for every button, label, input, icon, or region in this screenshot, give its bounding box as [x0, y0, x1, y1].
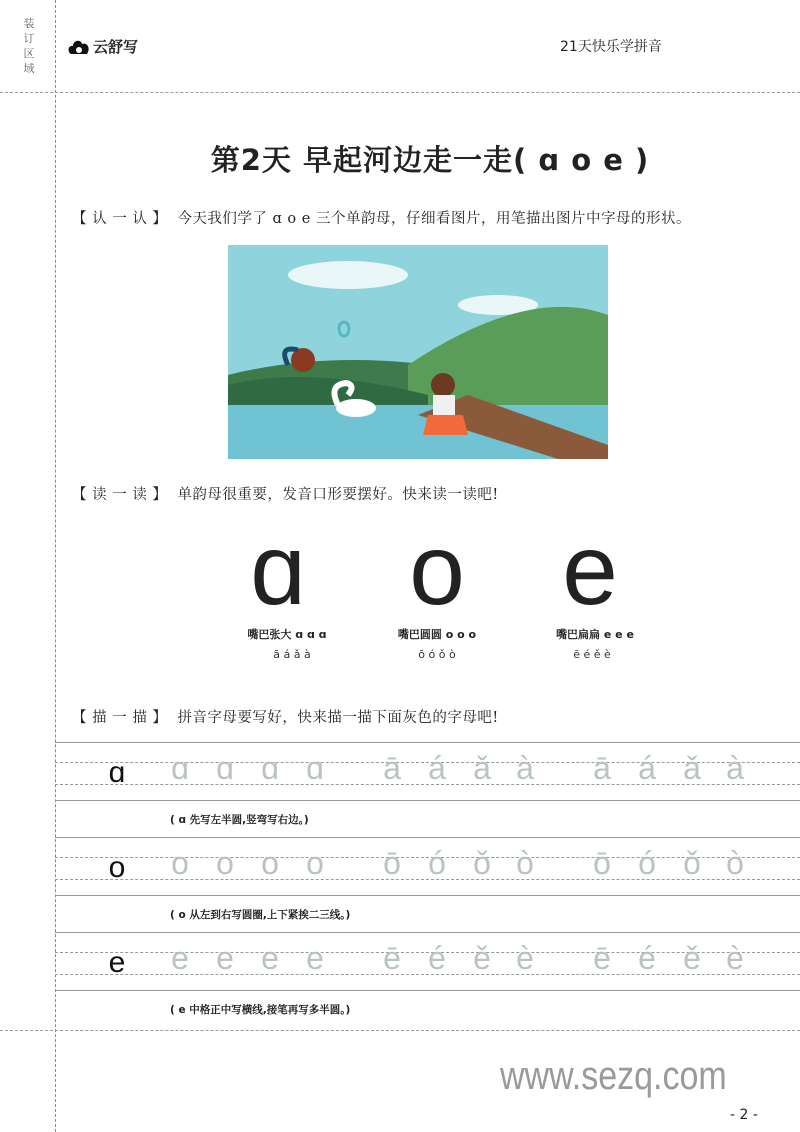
- trace-letter: o: [261, 845, 279, 881]
- writing-line-bottom: [55, 990, 800, 991]
- vowel-a: ɑ: [250, 514, 306, 626]
- trace-letter: ō: [383, 845, 401, 881]
- trace-letter: ā: [383, 750, 401, 786]
- vowel-caption: 嘴巴扁扁 e e e: [556, 628, 634, 641]
- model-letter: o: [108, 851, 126, 884]
- vowel-tones: ō ó ǒ ò: [418, 648, 456, 661]
- trace-letter: ě: [473, 940, 491, 976]
- vowel-tones: ā á ǎ à: [273, 648, 311, 661]
- section-recognize: [72, 207, 691, 228]
- writing-line-bottom: [55, 895, 800, 896]
- trace-letter: ā: [593, 750, 611, 786]
- watermark: www.sezq.com: [500, 1054, 727, 1098]
- trace-letter: ò: [726, 845, 744, 881]
- writing-line-top: [55, 932, 800, 933]
- section-trace: [72, 706, 499, 727]
- writing-hint: ( ɑ 先写左半圆,竖弯写右边。): [170, 814, 309, 826]
- vowel-e: e: [562, 514, 618, 626]
- trace-letter: á: [638, 750, 656, 786]
- trace-letter: ó: [638, 845, 656, 881]
- trace-letter: ō: [593, 845, 611, 881]
- trace-letter: ɑ: [261, 750, 279, 786]
- footer-divider: [0, 1030, 800, 1031]
- model-letter: e: [108, 946, 126, 979]
- vowel-tones: ē é ě è: [573, 648, 611, 661]
- header-title: 21天快乐学拼音: [560, 39, 662, 55]
- model-letter: ɑ: [108, 756, 126, 789]
- trace-letter: ǒ: [683, 845, 701, 881]
- cloud-logo-icon: [68, 39, 90, 55]
- header-divider: [0, 92, 800, 93]
- vowel-o: o: [409, 514, 465, 626]
- trace-letter: é: [638, 940, 656, 976]
- trace-letter: ǒ: [473, 845, 491, 881]
- vowel-caption: 嘴巴张大 ɑ ɑ ɑ: [247, 628, 327, 641]
- illustration: [228, 245, 608, 459]
- section-text: 今天我们学了 ɑ o e 三个单韵母，仔细看图片，用笔描出图片中字母的形状。: [177, 211, 691, 227]
- section-text: 拼音字母要写好，快来描一描下面灰色的字母吧!: [177, 710, 499, 726]
- binding-area-label: 装订区域: [23, 17, 35, 75]
- trace-letter: ó: [428, 845, 446, 881]
- vowel-caption: 嘴巴圆圆 o o o: [397, 628, 477, 641]
- trace-letter: e: [171, 940, 189, 976]
- page-number: - 2 -: [730, 1107, 758, 1123]
- trace-letter: e: [261, 940, 279, 976]
- logo-text: 云舒写: [93, 38, 139, 56]
- writing-line-top: [55, 837, 800, 838]
- trace-letter: o: [171, 845, 189, 881]
- trace-letter: e: [216, 940, 234, 976]
- writing-hint: ( e 中格正中写横线,接笔再写多半圆。): [170, 1004, 351, 1016]
- trace-letter: è: [516, 940, 534, 976]
- trace-letter: ě: [683, 940, 701, 976]
- section-tag: 【 读 一 读 】: [72, 487, 168, 503]
- trace-letter: ē: [383, 940, 401, 976]
- trace-letter: ò: [516, 845, 534, 881]
- trace-letter: o: [306, 845, 324, 881]
- section-tag: 【 认 一 认 】: [72, 211, 168, 227]
- logo: [68, 36, 138, 57]
- trace-letter: é: [428, 940, 446, 976]
- trace-letter: ɑ: [216, 750, 234, 786]
- section-tag: 【 描 一 描 】: [72, 710, 168, 726]
- trace-letter: ǎ: [473, 750, 491, 786]
- trace-letter: e: [306, 940, 324, 976]
- section-read: [72, 483, 499, 504]
- trace-letter: ɑ: [306, 750, 324, 786]
- trace-letter: à: [516, 750, 534, 786]
- trace-letter: á: [428, 750, 446, 786]
- writing-hint: ( o 从左到右写圆圈,上下紧挨二三线。): [170, 909, 351, 921]
- trace-letter: ē: [593, 940, 611, 976]
- trace-letter: ɑ: [171, 750, 189, 786]
- page-title: 第2天 早起河边走一走( ɑ o e ): [210, 143, 650, 177]
- trace-letter: ǎ: [683, 750, 701, 786]
- section-text: 单韵母很重要，发音口形要摆好。快来读一读吧!: [177, 487, 499, 503]
- trace-letter: o: [216, 845, 234, 881]
- writing-line-top: [55, 742, 800, 743]
- trace-letter: à: [726, 750, 744, 786]
- trace-letter: è: [726, 940, 744, 976]
- writing-line-bottom: [55, 800, 800, 801]
